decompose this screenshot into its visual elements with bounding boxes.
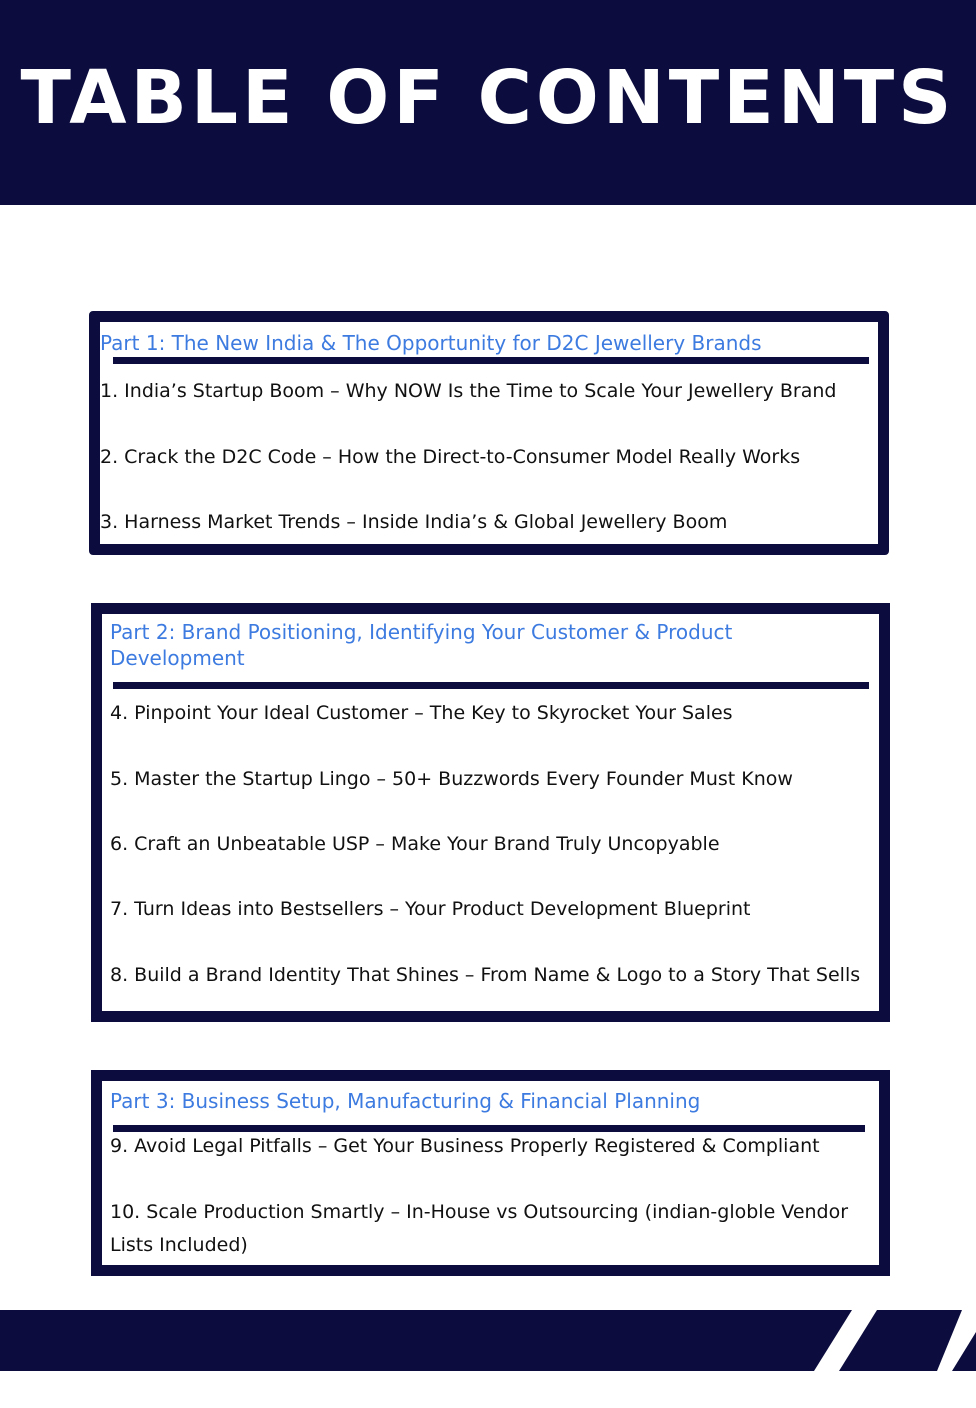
page-title: TABLE OF CONTENTS	[20, 54, 956, 141]
toc-item-5[interactable]: 5. Master the Startup Lingo – 50+ Buzzwords Every Founder Must Know	[110, 768, 793, 790]
part-2-divider	[113, 682, 869, 689]
toc-item-3[interactable]: 3. Harness Market Trends – Inside India’s & Global Jewellery Boom	[100, 511, 728, 533]
toc-item-7[interactable]: 7. Turn Ideas into Bestsellers – Your Product Development Blueprint	[110, 898, 751, 920]
toc-item-9[interactable]: 9. Avoid Legal Pitfalls – Get Your Business Properly Registered & Compliant	[110, 1135, 820, 1157]
toc-item-8[interactable]: 8. Build a Brand Identity That Shines – From Name & Logo to a Story That Sells	[110, 964, 861, 986]
toc-item-10[interactable]: 10. Scale Production Smartly – In-House vs Outsourcing (indian-globle Vendor Lists Included)	[110, 1201, 849, 1256]
toc-item-6[interactable]: 6. Craft an Unbeatable USP – Make Your Brand Truly Uncopyable	[110, 833, 720, 855]
part-1-divider	[113, 357, 869, 364]
toc-item-4[interactable]: 4. Pinpoint Your Ideal Customer – The Key to Skyrocket Your Sales	[110, 702, 733, 724]
part-1-title: Part 1: The New India & The Opportunity for D2C Jewellery Brands	[100, 331, 762, 355]
part-2-title: Part 2: Brand Positioning, Identifying Your Customer & Product Development	[110, 620, 733, 670]
part-3-title: Part 3: Business Setup, Manufacturing & Financial Planning	[110, 1089, 701, 1113]
footer-banner	[0, 1310, 976, 1371]
toc-item-2[interactable]: 2. Crack the D2C Code – How the Direct-to-Consumer Model Really Works	[100, 446, 801, 468]
toc-item-1[interactable]: 1. India’s Startup Boom – Why NOW Is the Time to Scale Your Jewellery Brand	[100, 380, 837, 402]
footer-graphic	[0, 1310, 976, 1371]
